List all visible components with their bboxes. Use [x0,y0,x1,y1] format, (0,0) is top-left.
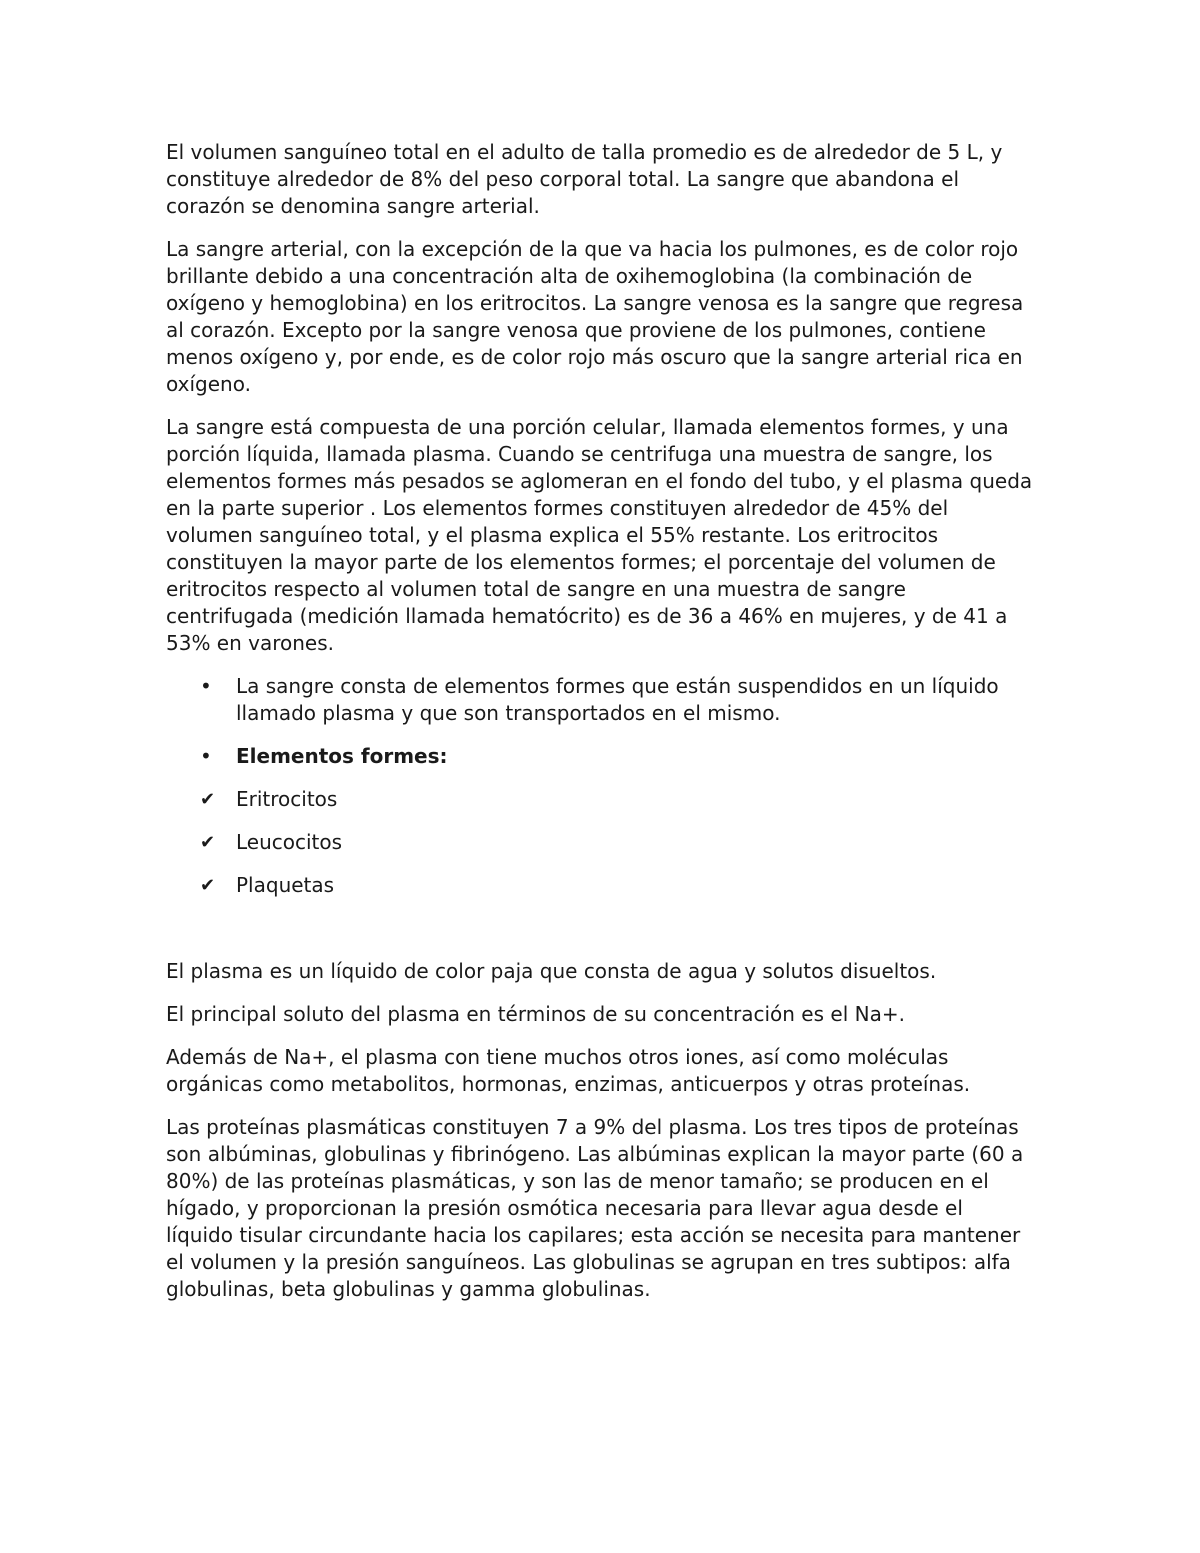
checkmark-icon: ✔ [200,789,216,810]
blank-line [166,915,1036,958]
paragraph-arterial-blood: La sangre arterial, con la excepción de la que va hacia los pulmones, es de color rojo brillante debido a una concentración alta de oxihemoglobina (la combinación de oxígeno y hemoglobina) en los eritrocitos. La sangre venosa es la sangre que regresa al corazón. Excepto por la sangre venosa que proviene de los pulmones, contiene menos oxígeno y, por ende, es de color rojo más oscuro que la sangre arterial rica en oxígeno. [166,237,1024,396]
list-item [166,786,1036,813]
bullet-icon: • [200,744,212,768]
bullet-list [166,673,1036,899]
paragraph-plasma-proteins: Las proteínas plasmáticas constituyen 7 a 9% del plasma. Los tres tipos de proteínas son albúminas, globulinas y fibrinógeno. Las albúminas explican la mayor parte (60 a 80%) de las proteínas plasmáticas, y son las de menor tamaño; se producen en el hígado, y proporcionan la presión osmótica necesaria para llevar agua desde el líquido tisular circundante hacia los capilares; esta acción se necesita para mantener el volumen y la presión sanguíneos. Las globulinas se agrupan en tres subtipos: alfa globulinas, beta globulinas y gamma globulinas. [166,1115,1024,1301]
paragraph-blood-composition: La sangre está compuesta de una porción celular, llamada elementos formes, y una porción líquida, llamada plasma. Cuando se centrifuga una muestra de sangre, los elementos formes más pesados se aglomeran en el fondo del tubo, y el plasma queda en la parte superior . Los elementos formes constituyen alrededor de 45% del volumen sanguíneo total, y el plasma explica el 55% restante. Los eritrocitos constituyen la mayor parte de los elementos formes; el porcentaje del volumen de eritrocitos respecto al volumen total de sangre en una muestra de sangre centrifugada (medición llamada hematócrito) es de 36 a 46% en mujeres, y de 41 a 53% en varones. [166,415,1033,655]
list-item [166,743,1036,770]
list-item [166,872,1036,899]
checkmark-icon: ✔ [200,832,216,853]
paragraph-blood-volume: El volumen sanguíneo total en el adulto de talla promedio es de alrededor de 5 L, y constituye alrededor de 8% del peso corporal total. La sangre que abandona el corazón se denomina sangre arterial. [166,140,1003,218]
list-item-text: Plaquetas [236,873,335,897]
paragraph-plasma-solute: El principal soluto del plasma en términos de su concentración es el Na+. [166,1002,905,1026]
list-item-heading: Elementos formes: [236,744,448,768]
document-body [166,139,1036,1319]
list-item-text: Eritrocitos [236,787,338,811]
paragraph-plasma-definition: El plasma es un líquido de color paja que consta de agua y solutos disueltos. [166,959,937,983]
paragraph-plasma-ions: Además de Na+, el plasma con tiene muchos otros iones, así como moléculas orgánicas como metabolitos, hormonas, enzimas, anticuerpos y otras proteínas. [166,1045,971,1096]
list-item [166,829,1036,856]
list-item-text: Leucocitos [236,830,343,854]
checkmark-icon: ✔ [200,875,216,896]
bullet-icon: • [200,674,212,698]
list-item [166,673,1036,727]
list-item-text: La sangre consta de elementos formes que están suspendidos en un líquido llamado plasma y que son transportados en el mismo. [236,674,999,725]
